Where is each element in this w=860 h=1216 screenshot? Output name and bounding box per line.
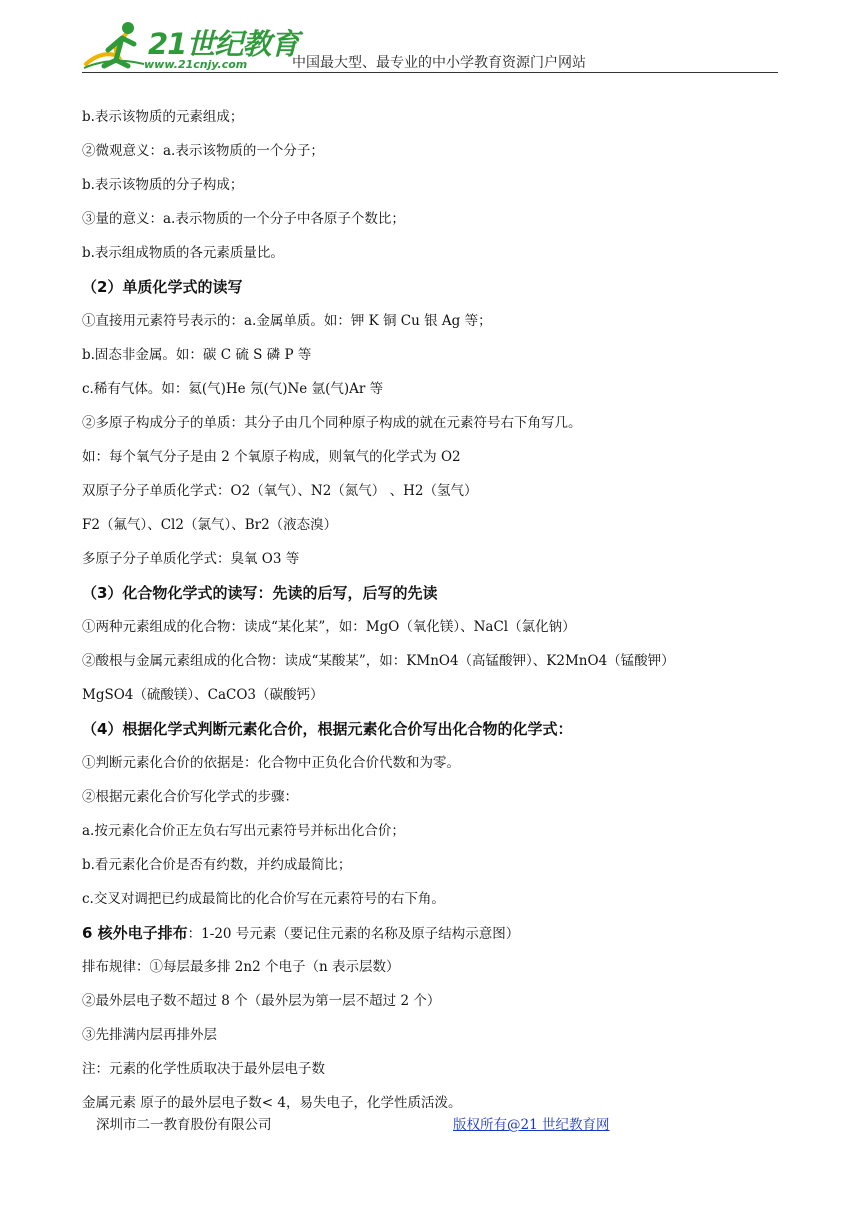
- text-line: b.表示该物质的元素组成；: [82, 109, 244, 125]
- section-heading: （2）单质化学式的读写: [82, 278, 243, 296]
- text-line: ③量的意义：a.表示物质的一个分子中各原子个数比；: [82, 211, 405, 227]
- text-line: MgSO4（硫酸镁）、CaCO3（碳酸钙）: [82, 687, 324, 703]
- brand-url: www.21cnjy.com: [144, 58, 248, 71]
- page-header: [82, 18, 778, 76]
- running-figure-icon: [82, 20, 146, 72]
- brand-name: 21世纪教育: [148, 27, 299, 61]
- text-line: 多原子分子单质化学式：臭氧 O3 等: [82, 551, 300, 567]
- text-line: 如：每个氧气分子是由 2 个氧原子构成，则氧气的化学式为 O2: [82, 449, 461, 465]
- text-line: 双原子分子单质化学式：O2（氧气）、N2（氮气） 、H2（氢气）: [82, 483, 478, 499]
- section-heading: （3）化合物化学式的读写：先读的后写，后写的先读: [82, 584, 438, 602]
- text-line: b.表示该物质的分子构成；: [82, 177, 244, 193]
- text-line: ①直接用元素符号表示的：a.金属单质。如：钾 K 铜 Cu 银 Ag 等；: [82, 313, 492, 329]
- copyright-link[interactable]: 版权所有@21 世纪教育网: [453, 1117, 610, 1133]
- site-tagline: 中国最大型、最专业的中小学教育资源门户网站: [292, 55, 586, 71]
- text-line: F2（氟气）、Cl2（氯气）、Br2（液态溴）: [82, 517, 338, 533]
- text-line: ②根据元素化合价写化学式的步骤：: [82, 789, 298, 805]
- text-line: ②最外层电子数不超过 8 个（最外层为第一层不超过 2 个）: [82, 993, 441, 1009]
- text-line: ②多原子构成分子的单质：其分子由几个同种原子构成的就在元素符号右下角写几。: [82, 415, 582, 431]
- footer-company: 深圳市二一教育股份有限公司: [96, 1117, 272, 1133]
- document-body: [82, 100, 782, 1120]
- text-line: ②微观意义：a.表示该物质的一个分子；: [82, 143, 324, 159]
- text-line: 注：元素的化学性质取决于最外层电子数: [82, 1061, 325, 1077]
- text-line: c.稀有气体。如：氦(气)He 氖(气)Ne 氩(气)Ar 等: [82, 381, 384, 397]
- section-heading-electron: [82, 916, 782, 950]
- text-line: 金属元素 原子的最外层电子数< 4，易失电子，化学性质活泼。: [82, 1095, 462, 1111]
- text-line: b.固态非金属。如：碳 C 硫 S 磷 P 等: [82, 347, 312, 363]
- text-line: c.交叉对调把已约成最简比的化合价写在元素符号的右下角。: [82, 891, 445, 907]
- text-line: b.看元素化合价是否有约数，并约成最简比；: [82, 857, 352, 873]
- section-heading: （4）根据化学式判断元素化合价，根据元素化合价写出化合物的化学式：: [82, 720, 573, 738]
- text-line: a.按元素化合价正左负右写出元素符号并标出化合价；: [82, 823, 405, 839]
- section-subtitle: ：1-20 号元素（要记住元素的名称及原子结构示意图）: [187, 926, 520, 942]
- text-line: ①两种元素组成的化合物：读成“某化某”，如：MgO（氧化镁）、NaCl（氯化钠）: [82, 619, 576, 635]
- header-divider: [82, 72, 778, 73]
- text-line: ②酸根与金属元素组成的化合物：读成“某酸某”，如：KMnO4（高锰酸钾）、K2MnO4（锰酸钾）: [82, 653, 675, 669]
- page-footer: [96, 1113, 776, 1135]
- text-line: 排布规律：①每层最多排 2n2 个电子（n 表示层数）: [82, 959, 400, 975]
- site-logo[interactable]: [82, 18, 299, 74]
- text-line: b.表示组成物质的各元素质量比。: [82, 245, 284, 261]
- text-line: ①判断元素化合价的依据是：化合物中正负化合价代数和为零。: [82, 755, 460, 771]
- text-line: ③先排满内层再排外层: [82, 1027, 217, 1043]
- section-number-title: 6 核外电子排布: [82, 924, 188, 942]
